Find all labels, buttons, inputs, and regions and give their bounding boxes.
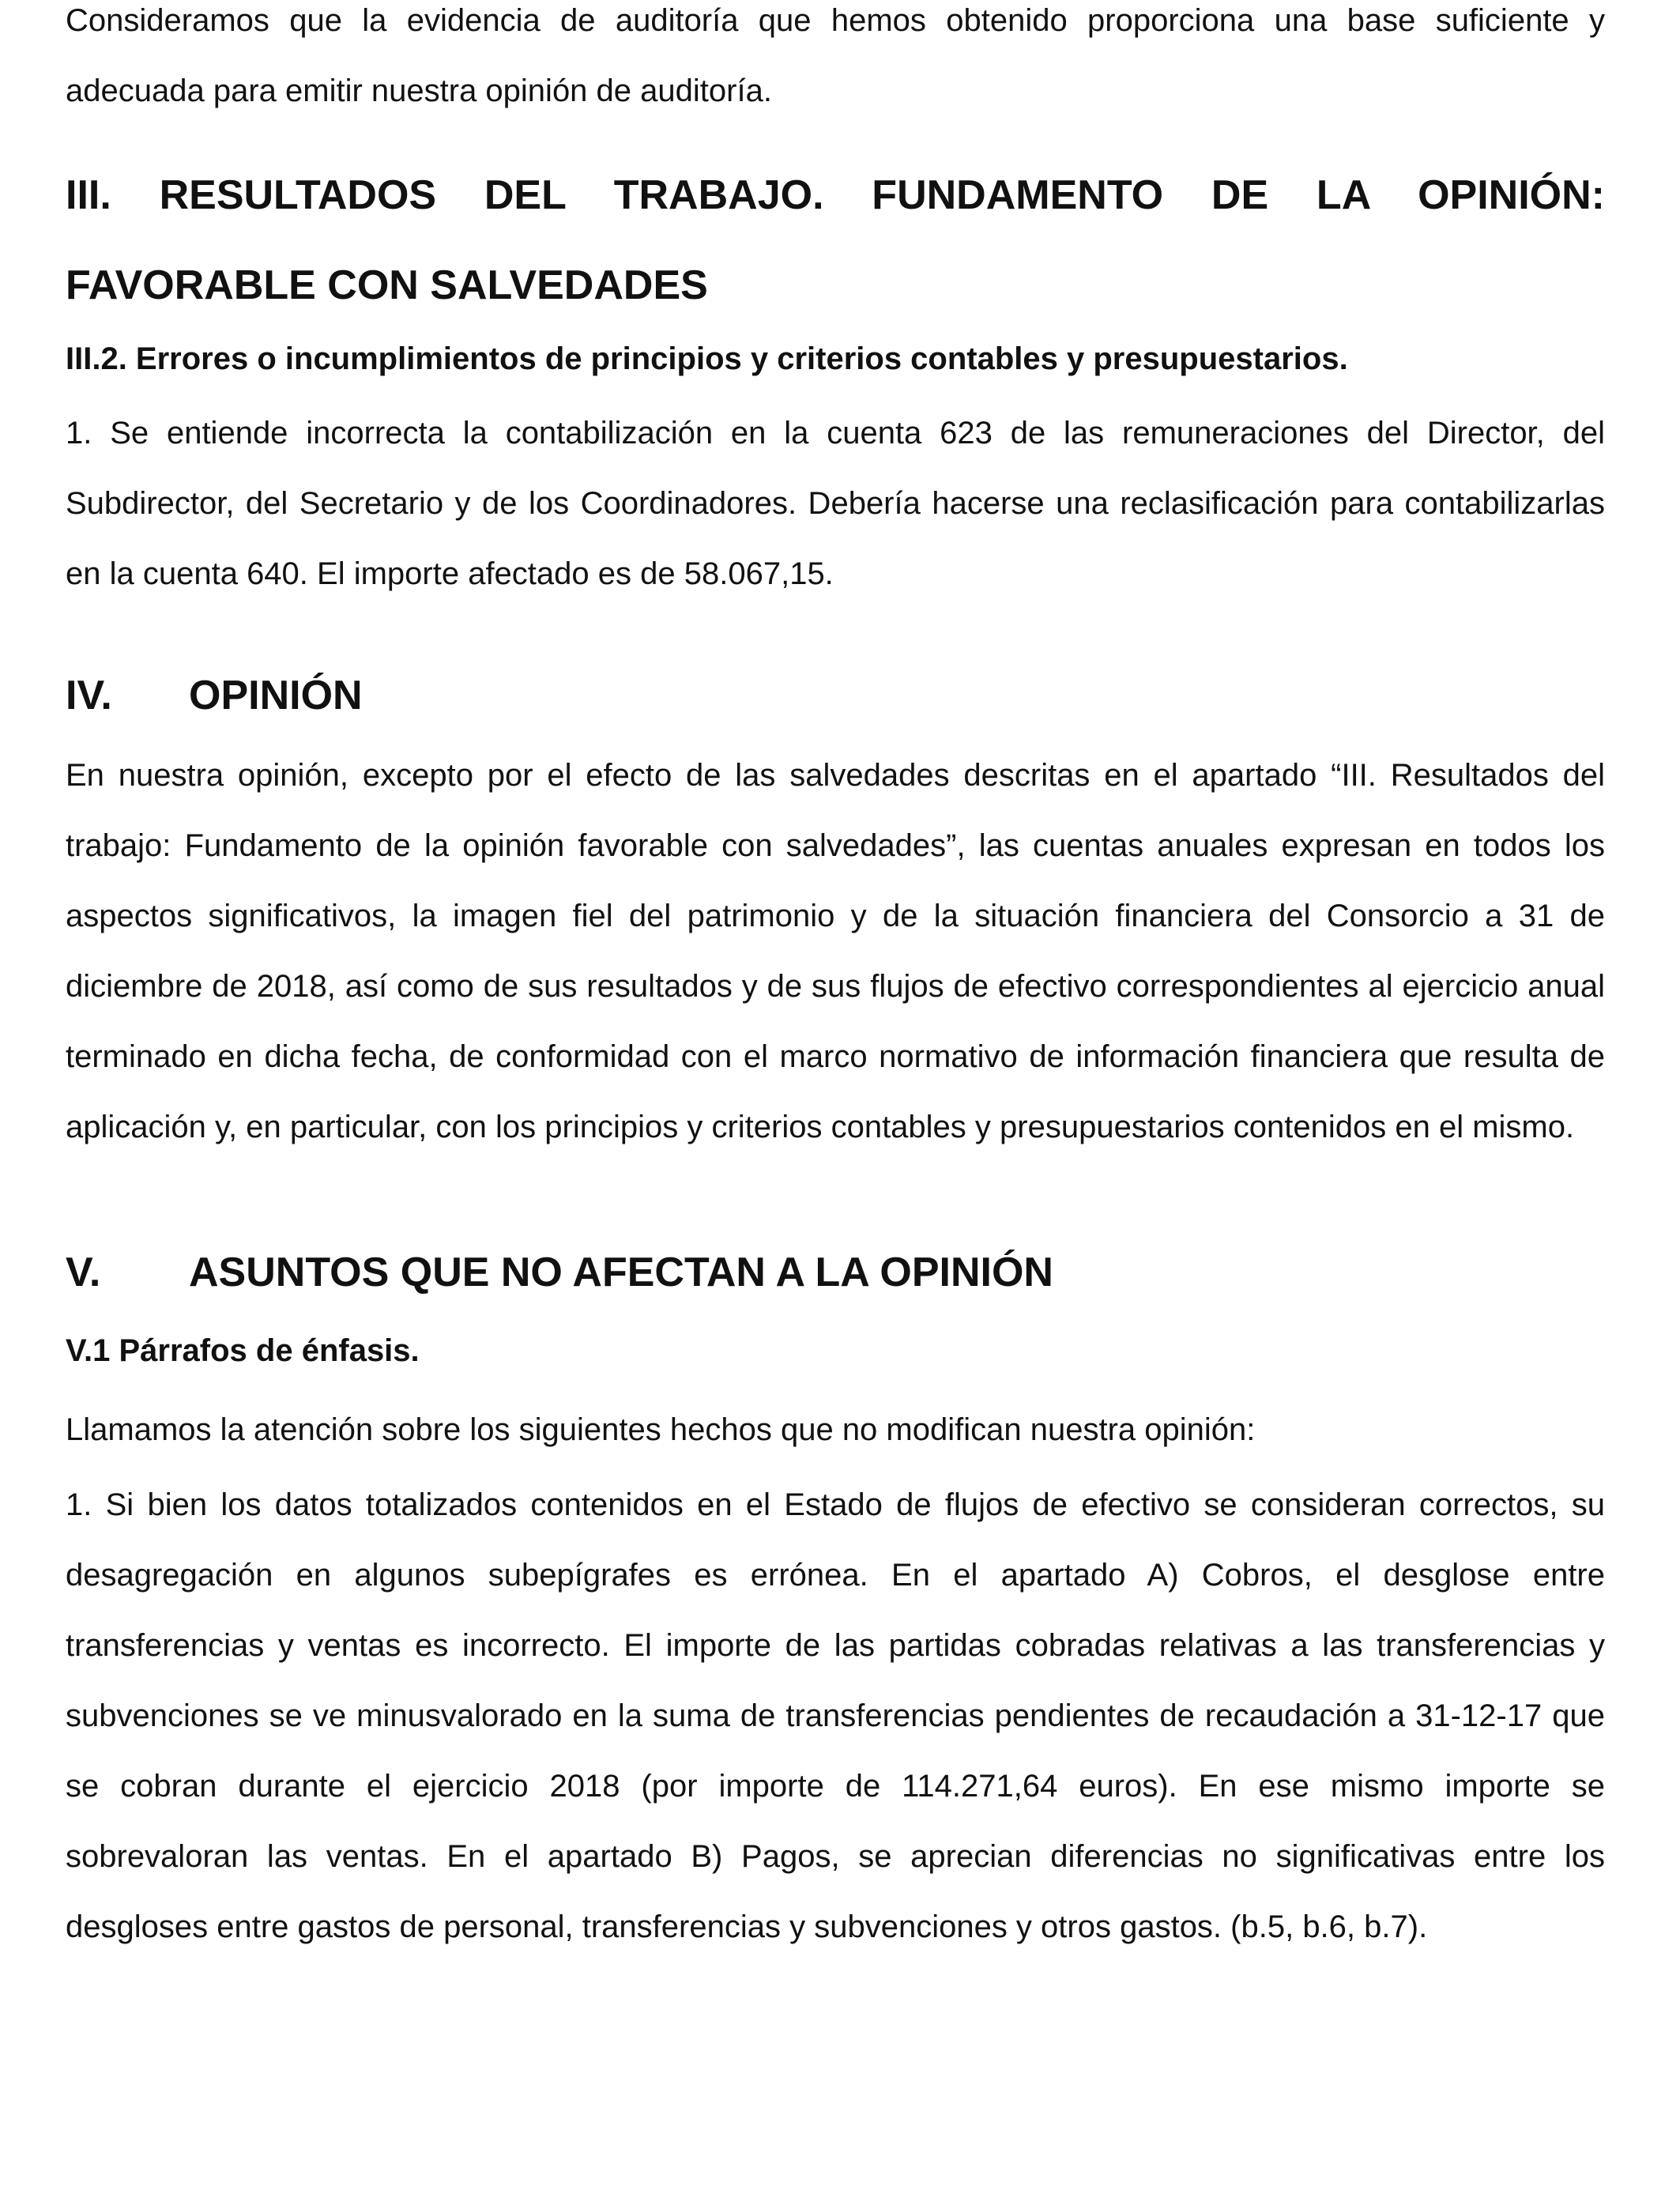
section-3-item-1: 1. Se entiende incorrecta la contabilización en la cuenta 623 de las remuneraciones del Director, del Subdirector, del Secretario y de los Coordinadores. Debería hacerse una reclasificación para contabilizarlas en la cuenta 640. El importe afectado es de 58.067,15.: [66, 416, 1605, 591]
section-4-title: OPINIÓN: [189, 673, 363, 718]
section-3-2-subheading: III.2. Errores o incumplimientos de principios y criterios contables y presupuestarios.: [66, 341, 1348, 376]
intro-paragraph: Consideramos que la evidencia de auditoría que hemos obtenido proporciona una base suficiente y adecuada para emitir nuestra opinión de auditoría.: [66, 3, 1605, 108]
document-page: [66, 0, 1605, 1962]
section-3-heading: III. RESULTADOS DEL TRABAJO. FUNDAMENTO DE LA OPINIÓN: FAVORABLE CON SALVEDADES: [66, 172, 1605, 308]
section-5-lead: Llamamos la atención sobre los siguientes hechos que no modifican nuestra opinión:: [66, 1412, 1256, 1447]
section-4-number: IV.: [66, 673, 112, 718]
section-5-number: V.: [66, 1250, 101, 1295]
section-5-heading: [66, 1227, 1605, 1318]
section-4-heading: [66, 650, 1605, 741]
section-5-item-1: 1. Si bien los datos totalizados contenidos en el Estado de flujos de efectivo se consideran correctos, su desagregación en algunos subepígrafes es errónea. En el apartado A) Cobros, el desglose entre transferencias y ventas es incorrecto. El importe de las partidas cobradas relativas a las transferencias y subvenciones se ve minusvalorado en la suma de transferencias pendientes de recaudación a 31-12-17 que se cobran durante el ejercicio 2018 (por importe de 114.271,64 euros). En ese mismo importe se sobrevaloran las ventas. En el apartado B) Pagos, se aprecian diferencias no significativas entre los desgloses entre gastos de personal, transferencias y subvenciones y otros gastos. (b.5, b.6, b.7).: [66, 1487, 1605, 1944]
section-5-title: ASUNTOS QUE NO AFECTAN A LA OPINIÓN: [189, 1250, 1053, 1295]
section-5-1-subheading: V.1 Párrafos de énfasis.: [66, 1333, 420, 1368]
opinion-paragraph: En nuestra opinión, excepto por el efecto de las salvedades descritas en el apartado “III. Resultados del trabajo: Fundamento de la opinión favorable con salvedades”, las cuentas anuales expresan en todos los aspectos significativos, la imagen fiel del patrimonio y de la situación financiera del Consorcio a 31 de diciembre de 2018, así como de sus resultados y de sus flujos de efectivo correspondientes al ejercicio anual terminado en dicha fecha, de conformidad con el marco normativo de información financiera que resulta de aplicación y, en particular, con los principios y criterios contables y presupuestarios contenidos en el mismo.: [66, 758, 1605, 1144]
